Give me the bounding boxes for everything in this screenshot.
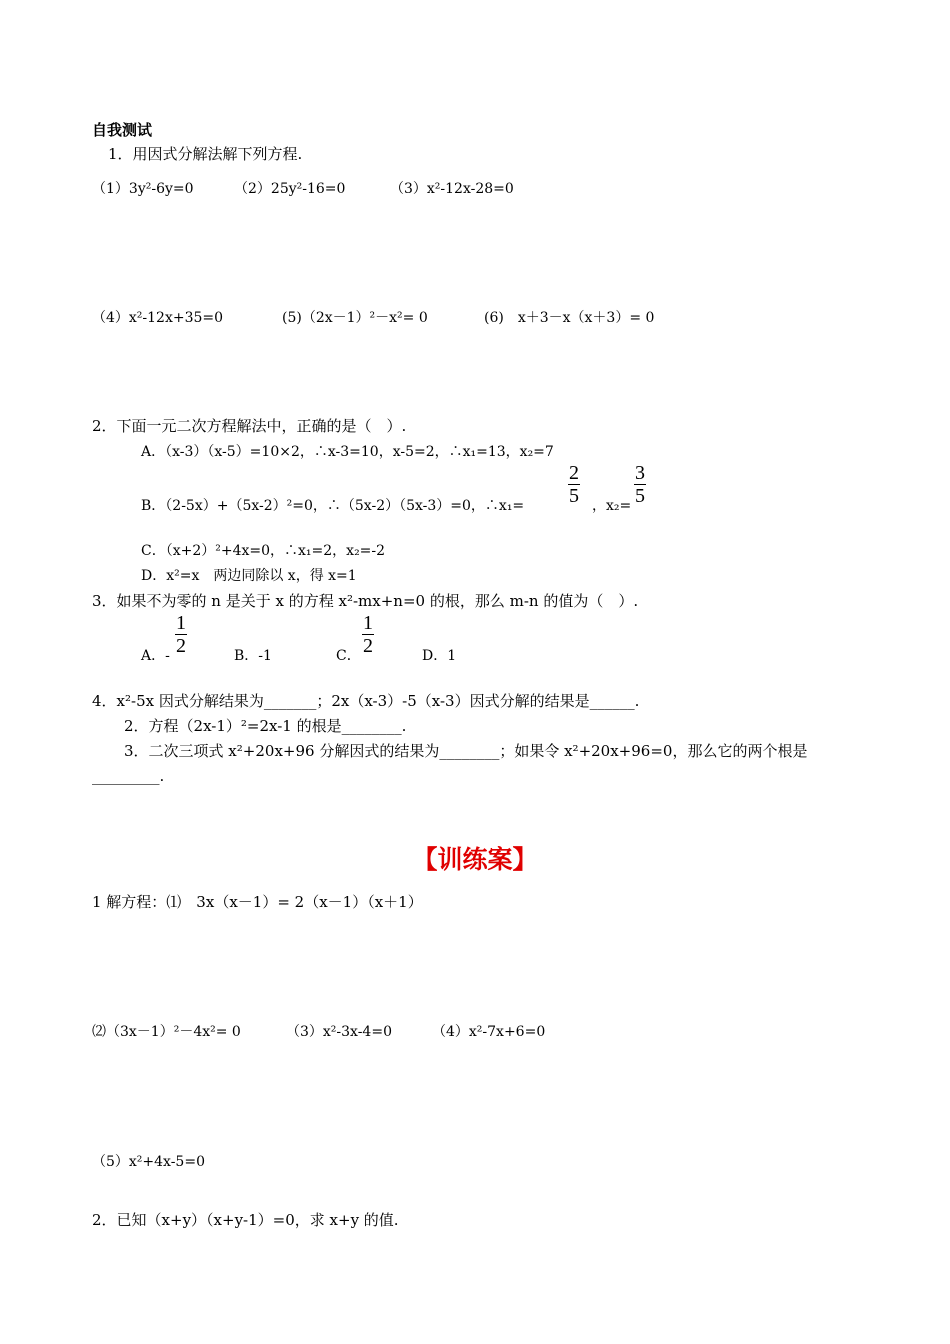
q1-part-3: （3）x²-12x-28=0	[390, 181, 514, 197]
q3-c-fraction	[362, 612, 374, 657]
q3-c-numerator: 1	[363, 612, 373, 634]
training-q1-part-4: （4）x²-7x+6=0	[432, 1024, 546, 1040]
self-test-heading: 自我测试	[92, 121, 153, 139]
q1-part-4: （4）x²-12x+35=0	[92, 310, 224, 326]
q3-a-fraction	[175, 612, 187, 657]
q4-line-4: _________.	[92, 767, 165, 785]
q3-option-d: D．1	[422, 648, 457, 664]
q1-title: 1．用因式分解法解下列方程.	[108, 145, 303, 163]
q4-line-2: 2．方程（2x-1）²=2x-1 的根是________.	[124, 717, 407, 735]
q3-a-numerator: 1	[176, 612, 186, 634]
q2-option-c: C．（x+2）²+4x=0，∴x₁=2，x₂=-2	[141, 543, 386, 559]
training-q2-title: 2．已知（x+y）（x+y-1）=0，求 x+y 的值.	[92, 1211, 399, 1229]
training-q1-part-3: （3）x²-3x-4=0	[286, 1024, 392, 1040]
training-q1-part-5: （5）x²+4x-5=0	[92, 1154, 205, 1170]
q3-title: 3．如果不为零的 n 是关于 x 的方程 x²-mx+n=0 的根，那么 m-n 的值为（ ）.	[92, 592, 639, 610]
q1-part-6: (6) x＋3－x（x＋3）= 0	[484, 310, 655, 326]
q2-b-frac2-numerator: 3	[635, 462, 645, 484]
q2-option-a: A．（x-3）（x-5）=10×2，∴x-3=10，x-5=2，∴x₁=13，x₂=7	[141, 444, 554, 460]
q3-option-b: B．-1	[234, 648, 272, 664]
q1-part-2: （2）25y²-16=0	[234, 181, 346, 197]
q2-b-mid: ，x₂=	[592, 498, 632, 514]
training-q1-part-2: ⑵（3x－1）²－4x²= 0	[92, 1024, 241, 1040]
q2-b-frac1-numerator: 2	[569, 462, 579, 484]
q2-option-b: B．（2-5x）+（5x-2）²=0，∴（5x-2）（5x-3）=0，∴x₁=	[141, 498, 525, 514]
q2-b-fraction-2	[634, 462, 646, 507]
q2-b-fraction-1	[568, 462, 580, 507]
q2-b-frac2-denominator: 5	[635, 485, 645, 507]
q4-line-3: 3．二次三项式 x²+20x+96 分解因式的结果为________；如果令 x²+20x+96=0，那么它的两个根是	[124, 742, 808, 760]
q2-b-frac1-denominator: 5	[569, 485, 579, 507]
q3-a-denominator: 2	[176, 635, 186, 657]
q2-option-d: D．x²=x 两边同除以 x，得 x=1	[141, 568, 357, 584]
q2-title: 2．下面一元二次方程解法中，正确的是（ ）.	[92, 417, 407, 435]
q1-part-5: (5)（2x－1）²－x²= 0	[282, 310, 428, 326]
q3-option-c-label: C．	[336, 648, 361, 664]
training-q1-title: 1 解方程：⑴ 3x（x－1）= 2（x－1）（x＋1）	[92, 893, 423, 911]
q3-c-denominator: 2	[363, 635, 373, 657]
q4-line-1: 4．x²-5x 因式分解结果为_______；2x（x-3）-5（x-3）因式分解的结果是______.	[92, 692, 640, 710]
training-heading: 【训练案】	[412, 845, 538, 874]
q1-part-1: （1）3y²-6y=0	[92, 181, 194, 197]
q3-option-a-label: A．-	[141, 648, 170, 664]
